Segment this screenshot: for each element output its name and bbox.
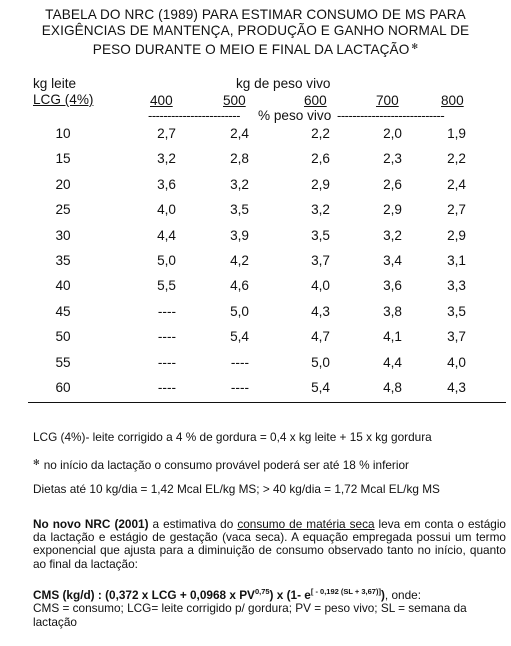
- cms-formula: [33, 585, 421, 602]
- note-diets: Dietas até 10 kg/dia = 1,42 Mcal EL/kg MS; > 40 kg/dia = 1,72 Mcal EL/kg MS: [33, 482, 440, 496]
- table-cell-value: 2,2: [311, 126, 330, 141]
- formula-part-1: CMS (kg/d) : (0,372 x LCG + 0,0968 x PV: [33, 588, 255, 602]
- title-asterisk-marker: ✻: [411, 42, 419, 51]
- table-cell-value: 2,6: [383, 176, 402, 192]
- table-cell-value: ----: [157, 354, 176, 370]
- table-cell-value: 2,3: [383, 151, 402, 167]
- table-cell-lcg: 15: [55, 151, 71, 167]
- lcg-header-line-1: kg leite: [33, 76, 77, 91]
- paragraph-text-2: leva em conta o estágio da lactação e estágio de gestação (vaca seca). A equação empregada possui um termo exponencial que ajusta para a diminuição de consumo observado tanto no início, quanto ao final da lactação:: [33, 517, 506, 571]
- table-cell-value: 2,7: [447, 202, 466, 218]
- weight-header: 800: [441, 93, 464, 108]
- table-cell-value: 5,0: [157, 253, 176, 268]
- table-cell-value: 3,2: [383, 227, 402, 243]
- table-cell-value: 2,7: [157, 126, 176, 141]
- table-cell-value: 3,4: [383, 253, 402, 268]
- title-line-2: EXIGÊNCIAS DE MANTENÇA, PRODUÇÃO E GANHO NORMAL DE: [41, 23, 470, 38]
- table-cell-value: 3,7: [447, 329, 466, 345]
- table-cell-value: 4,4: [157, 227, 176, 243]
- table-cell-value: 3,3: [447, 278, 466, 294]
- note-lcg-definition: LCG (4%)- leite corrigido a 4 % de gordura = 0,4 x kg leite + 15 x kg gordura: [33, 430, 432, 444]
- table-cell-value: 4,0: [447, 354, 466, 370]
- table-cell-lcg: 60: [55, 380, 71, 395]
- nrc-2001-paragraph: [33, 518, 506, 571]
- formula-legend: CMS = consumo; LCG= leite corrigido p/ gordura; PV = peso vivo; SL = semana da lactação: [33, 601, 467, 629]
- table-cell-value: 4,2: [230, 253, 249, 268]
- table-cell-value: 2,8: [230, 151, 249, 167]
- weight-header: 400: [150, 93, 173, 108]
- table-cell-value: ----: [157, 380, 176, 395]
- note-asterisk: [33, 456, 409, 472]
- table-cell-value: 4,7: [311, 329, 330, 345]
- table-cell-lcg: 40: [55, 278, 71, 294]
- title-line-1: TABELA DO NRC (1989) PARA ESTIMAR CONSUMO DE MS PARA: [45, 7, 466, 22]
- table-cell-value: 4,6: [230, 278, 249, 294]
- subheader-label: % peso vivo: [258, 108, 332, 123]
- table-cell-value: 4,3: [447, 380, 466, 395]
- table-cell-value: ----: [230, 354, 249, 370]
- table-cell-lcg: 55: [55, 354, 71, 370]
- table-cell-value: ----: [230, 380, 249, 395]
- formula-part-2: ) x (1- e: [269, 588, 311, 602]
- asterisk-note-text: no início da lactação o consumo provável poderá ser até 18 % inferior: [43, 458, 409, 472]
- formula-exponent-2: [ - 0,192 (SL + 3,67)]: [310, 587, 381, 596]
- formula-part-3: ): [380, 588, 385, 602]
- lcg-header-line-2: LCG (4%): [33, 92, 94, 107]
- table-cell-value: 3,2: [157, 151, 176, 167]
- table-cell-lcg: 45: [55, 303, 71, 319]
- table-cell-value: 3,5: [230, 202, 249, 218]
- weight-header: 500: [223, 93, 246, 108]
- table-cell-lcg: 25: [55, 202, 71, 218]
- table-cell-value: 4,3: [311, 303, 330, 319]
- asterisk-marker: ✻: [33, 458, 40, 467]
- table-cell-value: 3,1: [447, 253, 466, 268]
- table-cell-value: 5,0: [311, 354, 330, 370]
- table-cell-value: 3,6: [157, 176, 176, 192]
- table-cell-value: 3,8: [383, 303, 402, 319]
- table-cell-value: 2,9: [447, 227, 466, 243]
- table-cell-value: 4,1: [383, 329, 402, 345]
- subheader-dashes-left: ------------------------: [148, 108, 240, 123]
- formula-suffix: , onde:: [384, 588, 421, 602]
- table-cell-value: 4,0: [311, 278, 330, 294]
- table-cell-value: 4,0: [157, 202, 176, 218]
- table-cell-lcg: 10: [55, 126, 71, 141]
- table-cell-value: 3,5: [311, 227, 330, 243]
- table-cell-value: 5,4: [230, 329, 249, 345]
- formula-exponent-1: 0,75: [254, 587, 270, 596]
- table-cell-value: 4,8: [383, 380, 402, 395]
- table-cell-lcg: 50: [55, 329, 71, 345]
- table-cell-value: 1,9: [447, 126, 466, 141]
- table-cell-value: 3,9: [230, 227, 249, 243]
- table-cell-value: 5,4: [311, 380, 330, 395]
- table-cell-value: 5,5: [157, 278, 176, 294]
- table-bottom-rule: [28, 402, 506, 403]
- table-cell-value: 4,4: [383, 354, 402, 370]
- paragraph-bold-lead: No novo NRC (2001): [33, 517, 149, 531]
- table-cell-value: 2,2: [447, 151, 466, 167]
- paragraph-underlined-term: consumo de matéria seca: [237, 517, 375, 531]
- table-cell-value: 2,6: [311, 151, 330, 167]
- table-cell-value: 5,0: [230, 303, 249, 319]
- table-cell-value: ----: [157, 329, 176, 345]
- table-cell-value: 3,7: [311, 253, 330, 268]
- table-cell-value: 3,5: [447, 303, 466, 319]
- table-cell-value: 3,6: [383, 278, 402, 294]
- weight-group-header: kg de peso vivo: [236, 76, 331, 91]
- table-cell-value: ----: [157, 303, 176, 319]
- table-cell-lcg: 20: [55, 176, 71, 192]
- subheader-dashes-right: ----------------------------: [337, 108, 445, 123]
- weight-header: 700: [376, 93, 399, 108]
- table-cell-value: 2,4: [447, 176, 466, 192]
- table-cell-lcg: 35: [55, 253, 71, 268]
- table-cell-value: 2,4: [230, 126, 249, 141]
- table-cell-value: 3,2: [311, 202, 330, 218]
- table-cell-lcg: 30: [55, 227, 71, 243]
- paragraph-text-1: a estimativa do: [148, 517, 238, 531]
- title-line-3: [0, 39, 511, 58]
- title-line-3-text: PESO DURANTE O MEIO E FINAL DA LACTAÇÃO: [92, 42, 410, 57]
- weight-header: 600: [304, 93, 327, 108]
- table-cell-value: 3,2: [230, 176, 249, 192]
- table-cell-value: 2,0: [383, 126, 402, 141]
- table-cell-value: 2,9: [383, 202, 402, 218]
- table-cell-value: 2,9: [311, 176, 330, 192]
